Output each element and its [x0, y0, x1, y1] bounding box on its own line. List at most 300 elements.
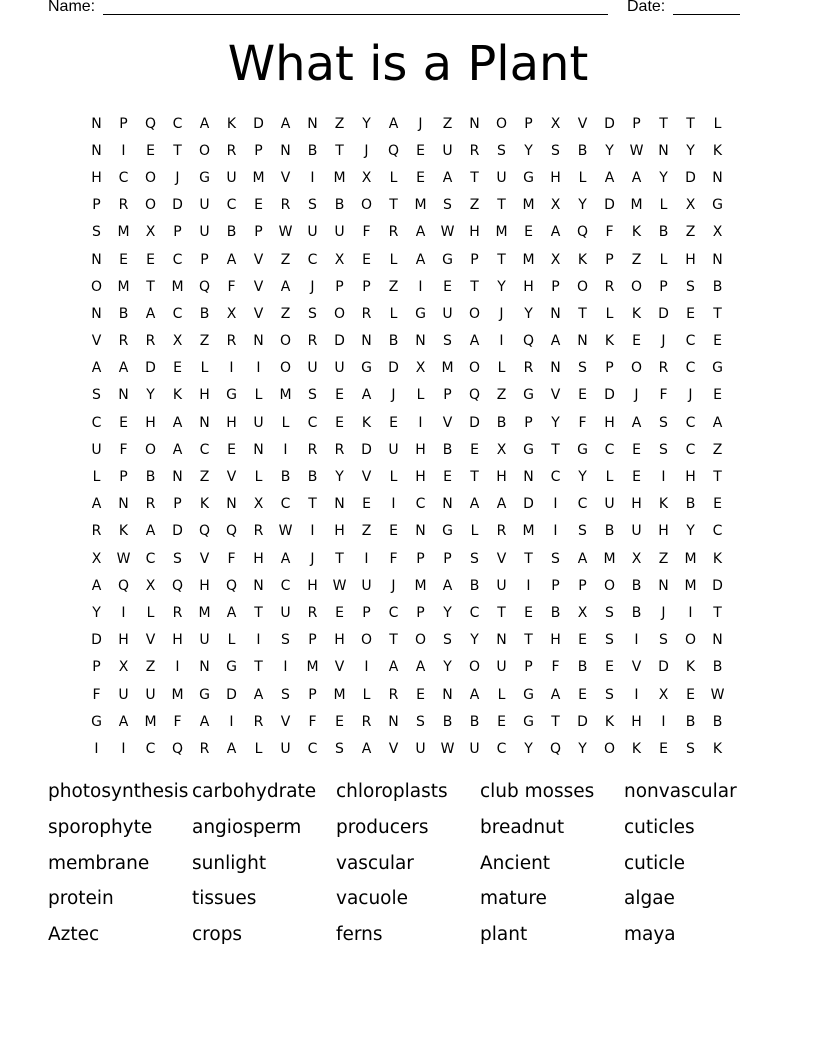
- grid-letter[interactable]: P: [92, 197, 101, 214]
- grid-letter[interactable]: U: [469, 740, 480, 757]
- grid-letter[interactable]: C: [199, 441, 210, 458]
- grid-letter[interactable]: A: [469, 496, 480, 513]
- grid-letter[interactable]: C: [685, 333, 696, 350]
- grid-letter[interactable]: S: [686, 740, 695, 757]
- grid-letter[interactable]: N: [388, 713, 399, 730]
- grid-letter[interactable]: N: [415, 523, 426, 540]
- grid-letter[interactable]: C: [712, 523, 723, 540]
- grid-letter[interactable]: M: [441, 360, 454, 377]
- grid-letter[interactable]: O: [603, 740, 616, 757]
- grid-letter[interactable]: D: [145, 360, 156, 377]
- grid-letter[interactable]: Y: [578, 740, 587, 757]
- grid-letter[interactable]: B: [577, 659, 588, 676]
- grid-letter[interactable]: C: [118, 169, 129, 186]
- grid-letter[interactable]: F: [659, 387, 668, 404]
- grid-letter[interactable]: L: [389, 305, 398, 322]
- grid-letter[interactable]: R: [388, 686, 399, 703]
- grid-letter[interactable]: I: [364, 550, 369, 567]
- grid-letter[interactable]: H: [199, 387, 210, 404]
- grid-letter[interactable]: G: [361, 360, 372, 377]
- grid-letter[interactable]: E: [686, 686, 695, 703]
- grid-letter[interactable]: A: [91, 577, 102, 594]
- grid-letter[interactable]: U: [388, 441, 399, 458]
- grid-letter[interactable]: N: [550, 360, 561, 377]
- grid-letter[interactable]: Y: [524, 142, 533, 159]
- grid-letter[interactable]: M: [522, 523, 535, 540]
- grid-letter[interactable]: Z: [199, 333, 210, 350]
- grid-letter[interactable]: I: [553, 496, 558, 513]
- grid-letter[interactable]: S: [443, 333, 452, 350]
- grid-letter[interactable]: P: [119, 469, 128, 486]
- grid-letter[interactable]: O: [603, 577, 616, 594]
- grid-letter[interactable]: I: [418, 414, 423, 431]
- grid-letter[interactable]: Y: [578, 469, 587, 486]
- grid-letter[interactable]: R: [280, 197, 291, 214]
- grid-letter[interactable]: H: [199, 577, 210, 594]
- grid-letter[interactable]: B: [226, 224, 237, 241]
- grid-letter[interactable]: X: [550, 251, 561, 268]
- grid-letter[interactable]: E: [254, 197, 263, 214]
- grid-letter[interactable]: K: [658, 496, 669, 513]
- grid-letter[interactable]: J: [364, 142, 369, 159]
- grid-letter[interactable]: N: [658, 142, 669, 159]
- grid-letter[interactable]: D: [469, 414, 480, 431]
- grid-letter[interactable]: N: [118, 496, 129, 513]
- grid-letter[interactable]: E: [227, 441, 236, 458]
- grid-letter[interactable]: R: [361, 713, 372, 730]
- grid-letter[interactable]: A: [226, 251, 237, 268]
- grid-letter[interactable]: I: [310, 523, 315, 540]
- grid-letter[interactable]: P: [578, 577, 587, 594]
- grid-letter[interactable]: C: [469, 604, 480, 621]
- grid-letter[interactable]: E: [443, 469, 452, 486]
- grid-letter[interactable]: I: [364, 659, 369, 676]
- grid-letter[interactable]: X: [118, 659, 129, 676]
- grid-letter[interactable]: B: [685, 496, 696, 513]
- grid-letter[interactable]: R: [361, 305, 372, 322]
- grid-letter[interactable]: Q: [522, 333, 535, 350]
- grid-letter[interactable]: D: [685, 169, 696, 186]
- grid-letter[interactable]: K: [361, 414, 372, 431]
- grid-letter[interactable]: A: [469, 333, 480, 350]
- grid-letter[interactable]: X: [226, 305, 237, 322]
- grid-letter[interactable]: V: [253, 305, 264, 322]
- grid-letter[interactable]: M: [684, 550, 697, 567]
- grid-letter[interactable]: J: [391, 577, 396, 594]
- grid-letter[interactable]: J: [310, 550, 315, 567]
- grid-letter[interactable]: S: [659, 441, 668, 458]
- grid-letter[interactable]: Y: [686, 142, 695, 159]
- grid-letter[interactable]: O: [144, 197, 157, 214]
- grid-letter[interactable]: Y: [443, 659, 452, 676]
- grid-letter[interactable]: E: [362, 496, 371, 513]
- grid-letter[interactable]: Q: [225, 577, 238, 594]
- grid-letter[interactable]: M: [144, 713, 157, 730]
- grid-letter[interactable]: T: [470, 469, 479, 486]
- grid-letter[interactable]: P: [470, 251, 479, 268]
- grid-letter[interactable]: E: [713, 496, 722, 513]
- grid-letter[interactable]: J: [175, 169, 180, 186]
- grid-letter[interactable]: C: [604, 441, 615, 458]
- grid-letter[interactable]: I: [661, 713, 666, 730]
- grid-letter[interactable]: I: [121, 142, 126, 159]
- grid-letter[interactable]: Z: [280, 305, 291, 322]
- grid-letter[interactable]: E: [686, 305, 695, 322]
- grid-letter[interactable]: K: [712, 740, 723, 757]
- grid-letter[interactable]: Z: [334, 115, 345, 132]
- grid-letter[interactable]: B: [442, 441, 453, 458]
- grid-letter[interactable]: E: [416, 169, 425, 186]
- grid-letter[interactable]: U: [253, 414, 264, 431]
- grid-letter[interactable]: G: [226, 387, 237, 404]
- grid-letter[interactable]: E: [119, 414, 128, 431]
- grid-letter[interactable]: Y: [497, 278, 506, 295]
- grid-letter[interactable]: Y: [146, 387, 155, 404]
- grid-letter[interactable]: N: [415, 333, 426, 350]
- grid-letter[interactable]: A: [550, 224, 561, 241]
- grid-letter[interactable]: H: [172, 632, 183, 649]
- grid-letter[interactable]: E: [416, 686, 425, 703]
- grid-letter[interactable]: T: [524, 632, 533, 649]
- grid-letter[interactable]: A: [118, 713, 129, 730]
- grid-letter[interactable]: C: [307, 251, 318, 268]
- grid-letter[interactable]: S: [605, 686, 614, 703]
- grid-letter[interactable]: D: [604, 387, 615, 404]
- grid-letter[interactable]: S: [578, 360, 587, 377]
- grid-letter[interactable]: L: [497, 686, 506, 703]
- grid-letter[interactable]: A: [604, 169, 615, 186]
- grid-letter[interactable]: R: [496, 523, 507, 540]
- grid-letter[interactable]: D: [172, 197, 183, 214]
- grid-letter[interactable]: B: [631, 577, 642, 594]
- grid-letter[interactable]: Z: [496, 387, 507, 404]
- grid-letter[interactable]: I: [634, 686, 639, 703]
- grid-letter[interactable]: K: [631, 740, 642, 757]
- grid-letter[interactable]: U: [496, 169, 507, 186]
- grid-letter[interactable]: V: [577, 115, 588, 132]
- grid-letter[interactable]: E: [389, 523, 398, 540]
- grid-letter[interactable]: Z: [388, 278, 399, 295]
- grid-letter[interactable]: P: [173, 496, 182, 513]
- grid-letter[interactable]: L: [281, 414, 290, 431]
- grid-letter[interactable]: Y: [92, 604, 101, 621]
- grid-letter[interactable]: S: [173, 550, 182, 567]
- grid-letter[interactable]: J: [634, 387, 639, 404]
- grid-letter[interactable]: O: [144, 441, 157, 458]
- grid-letter[interactable]: D: [388, 360, 399, 377]
- grid-letter[interactable]: G: [523, 686, 534, 703]
- grid-letter[interactable]: L: [254, 740, 263, 757]
- grid-letter[interactable]: U: [334, 224, 345, 241]
- grid-letter[interactable]: A: [226, 604, 237, 621]
- grid-letter[interactable]: G: [226, 659, 237, 676]
- grid-letter[interactable]: T: [551, 713, 560, 730]
- grid-letter[interactable]: B: [469, 577, 480, 594]
- grid-letter[interactable]: A: [442, 577, 453, 594]
- grid-letter[interactable]: O: [144, 169, 157, 186]
- grid-letter[interactable]: R: [199, 740, 210, 757]
- grid-letter[interactable]: R: [307, 441, 318, 458]
- grid-letter[interactable]: R: [523, 360, 534, 377]
- grid-letter[interactable]: A: [550, 686, 561, 703]
- grid-letter[interactable]: G: [523, 169, 534, 186]
- grid-letter[interactable]: X: [550, 115, 561, 132]
- grid-letter[interactable]: W: [629, 142, 644, 159]
- grid-letter[interactable]: V: [253, 251, 264, 268]
- grid-letter[interactable]: N: [523, 469, 534, 486]
- grid-letter[interactable]: T: [173, 142, 182, 159]
- grid-letter[interactable]: Z: [145, 659, 156, 676]
- grid-letter[interactable]: E: [524, 604, 533, 621]
- grid-letter[interactable]: T: [146, 278, 155, 295]
- grid-letter[interactable]: V: [334, 659, 345, 676]
- grid-letter[interactable]: X: [496, 441, 507, 458]
- grid-letter[interactable]: G: [712, 197, 723, 214]
- grid-letter[interactable]: V: [253, 278, 264, 295]
- grid-letter[interactable]: P: [308, 632, 317, 649]
- grid-letter[interactable]: S: [308, 305, 317, 322]
- grid-letter[interactable]: P: [92, 659, 101, 676]
- grid-letter[interactable]: D: [712, 577, 723, 594]
- grid-letter[interactable]: Y: [659, 169, 668, 186]
- grid-letter[interactable]: F: [308, 713, 317, 730]
- grid-letter[interactable]: H: [469, 224, 480, 241]
- grid-letter[interactable]: D: [226, 686, 237, 703]
- grid-letter[interactable]: P: [254, 224, 263, 241]
- grid-letter[interactable]: C: [307, 740, 318, 757]
- grid-letter[interactable]: B: [145, 469, 156, 486]
- grid-letter[interactable]: Y: [578, 197, 587, 214]
- grid-letter[interactable]: R: [145, 496, 156, 513]
- grid-letter[interactable]: T: [389, 197, 398, 214]
- grid-letter[interactable]: O: [279, 360, 292, 377]
- grid-letter[interactable]: I: [229, 360, 234, 377]
- grid-letter[interactable]: E: [173, 360, 182, 377]
- grid-letter[interactable]: M: [522, 251, 535, 268]
- grid-letter[interactable]: Q: [468, 387, 481, 404]
- grid-letter[interactable]: S: [686, 278, 695, 295]
- grid-letter[interactable]: X: [712, 224, 723, 241]
- grid-letter[interactable]: T: [524, 550, 533, 567]
- grid-letter[interactable]: P: [443, 387, 452, 404]
- grid-letter[interactable]: P: [200, 251, 209, 268]
- grid-letter[interactable]: I: [121, 740, 126, 757]
- grid-letter[interactable]: Y: [686, 523, 695, 540]
- grid-letter[interactable]: O: [630, 278, 643, 295]
- grid-letter[interactable]: H: [91, 169, 102, 186]
- grid-letter[interactable]: T: [389, 632, 398, 649]
- grid-letter[interactable]: T: [335, 550, 344, 567]
- grid-letter[interactable]: E: [146, 251, 155, 268]
- grid-letter[interactable]: K: [712, 550, 723, 567]
- grid-letter[interactable]: V: [442, 414, 453, 431]
- grid-letter[interactable]: R: [226, 333, 237, 350]
- grid-letter[interactable]: E: [497, 713, 506, 730]
- grid-letter[interactable]: N: [91, 115, 102, 132]
- grid-letter[interactable]: E: [146, 142, 155, 159]
- grid-letter[interactable]: V: [388, 740, 399, 757]
- grid-letter[interactable]: A: [280, 115, 291, 132]
- grid-letter[interactable]: P: [443, 550, 452, 567]
- grid-letter[interactable]: X: [253, 496, 264, 513]
- grid-letter[interactable]: E: [416, 142, 425, 159]
- grid-letter[interactable]: Q: [117, 577, 130, 594]
- grid-letter[interactable]: P: [605, 360, 614, 377]
- grid-letter[interactable]: P: [416, 604, 425, 621]
- grid-letter[interactable]: V: [199, 550, 210, 567]
- grid-letter[interactable]: T: [686, 115, 695, 132]
- grid-letter[interactable]: M: [414, 577, 427, 594]
- grid-letter[interactable]: J: [661, 604, 666, 621]
- grid-letter[interactable]: H: [550, 632, 561, 649]
- grid-letter[interactable]: L: [659, 197, 668, 214]
- grid-letter[interactable]: P: [524, 659, 533, 676]
- grid-letter[interactable]: C: [280, 496, 291, 513]
- grid-letter[interactable]: B: [280, 469, 291, 486]
- grid-letter[interactable]: U: [361, 577, 372, 594]
- grid-letter[interactable]: K: [172, 387, 183, 404]
- grid-letter[interactable]: S: [470, 550, 479, 567]
- grid-letter[interactable]: K: [712, 142, 723, 159]
- grid-letter[interactable]: N: [442, 496, 453, 513]
- grid-letter[interactable]: C: [415, 496, 426, 513]
- grid-letter[interactable]: Y: [335, 469, 344, 486]
- grid-letter[interactable]: P: [632, 115, 641, 132]
- grid-letter[interactable]: V: [631, 659, 642, 676]
- grid-letter[interactable]: P: [119, 115, 128, 132]
- grid-letter[interactable]: Q: [225, 523, 238, 540]
- grid-letter[interactable]: N: [334, 496, 345, 513]
- grid-letter[interactable]: O: [684, 632, 697, 649]
- grid-letter[interactable]: X: [145, 577, 156, 594]
- grid-letter[interactable]: K: [604, 333, 615, 350]
- grid-letter[interactable]: F: [173, 713, 182, 730]
- grid-letter[interactable]: X: [631, 550, 642, 567]
- grid-letter[interactable]: N: [712, 251, 723, 268]
- grid-letter[interactable]: Z: [658, 550, 669, 567]
- grid-letter[interactable]: A: [631, 169, 642, 186]
- grid-letter[interactable]: G: [415, 305, 426, 322]
- grid-letter[interactable]: M: [279, 387, 292, 404]
- grid-letter[interactable]: G: [523, 387, 534, 404]
- grid-letter[interactable]: B: [685, 713, 696, 730]
- grid-letter[interactable]: G: [442, 523, 453, 540]
- grid-letter[interactable]: U: [199, 224, 210, 241]
- grid-letter[interactable]: C: [550, 469, 561, 486]
- grid-letter[interactable]: M: [630, 197, 643, 214]
- grid-letter[interactable]: E: [389, 414, 398, 431]
- grid-letter[interactable]: X: [577, 604, 588, 621]
- grid-letter[interactable]: T: [578, 305, 587, 322]
- grid-letter[interactable]: F: [389, 550, 398, 567]
- grid-letter[interactable]: S: [443, 632, 452, 649]
- grid-letter[interactable]: A: [361, 740, 372, 757]
- grid-letter[interactable]: K: [118, 523, 129, 540]
- grid-letter[interactable]: D: [658, 305, 669, 322]
- grid-letter[interactable]: N: [172, 469, 183, 486]
- grid-letter[interactable]: D: [361, 441, 372, 458]
- grid-letter[interactable]: W: [116, 550, 131, 567]
- grid-letter[interactable]: D: [658, 659, 669, 676]
- grid-letter[interactable]: I: [283, 441, 288, 458]
- grid-letter[interactable]: O: [90, 278, 103, 295]
- grid-letter[interactable]: A: [631, 414, 642, 431]
- grid-letter[interactable]: T: [254, 659, 263, 676]
- grid-letter[interactable]: T: [713, 305, 722, 322]
- grid-letter[interactable]: A: [469, 686, 480, 703]
- grid-letter[interactable]: V: [91, 333, 102, 350]
- grid-letter[interactable]: Y: [524, 305, 533, 322]
- grid-letter[interactable]: A: [388, 659, 399, 676]
- grid-letter[interactable]: H: [334, 523, 345, 540]
- grid-letter[interactable]: L: [254, 469, 263, 486]
- grid-letter[interactable]: L: [389, 469, 398, 486]
- grid-letter[interactable]: R: [226, 142, 237, 159]
- grid-letter[interactable]: M: [117, 224, 130, 241]
- grid-letter[interactable]: C: [577, 496, 588, 513]
- grid-letter[interactable]: M: [171, 278, 184, 295]
- grid-letter[interactable]: C: [685, 414, 696, 431]
- grid-letter[interactable]: N: [712, 632, 723, 649]
- grid-letter[interactable]: N: [550, 305, 561, 322]
- grid-letter[interactable]: S: [578, 523, 587, 540]
- grid-letter[interactable]: M: [333, 686, 346, 703]
- grid-letter[interactable]: B: [496, 414, 507, 431]
- grid-letter[interactable]: N: [577, 333, 588, 350]
- grid-letter[interactable]: H: [496, 469, 507, 486]
- grid-letter[interactable]: A: [280, 550, 291, 567]
- grid-letter[interactable]: I: [391, 496, 396, 513]
- grid-letter[interactable]: I: [256, 360, 261, 377]
- grid-letter[interactable]: L: [659, 251, 668, 268]
- grid-letter[interactable]: A: [415, 224, 426, 241]
- grid-letter[interactable]: S: [281, 686, 290, 703]
- grid-letter[interactable]: A: [118, 360, 129, 377]
- grid-letter[interactable]: H: [334, 632, 345, 649]
- grid-letter[interactable]: A: [253, 686, 264, 703]
- grid-letter[interactable]: S: [551, 550, 560, 567]
- grid-letter[interactable]: O: [279, 333, 292, 350]
- grid-letter[interactable]: X: [550, 197, 561, 214]
- grid-letter[interactable]: F: [578, 414, 587, 431]
- grid-letter[interactable]: R: [388, 224, 399, 241]
- grid-letter[interactable]: W: [440, 740, 455, 757]
- grid-letter[interactable]: E: [632, 333, 641, 350]
- grid-letter[interactable]: C: [685, 360, 696, 377]
- grid-letter[interactable]: R: [253, 523, 264, 540]
- grid-letter[interactable]: W: [332, 577, 347, 594]
- grid-letter[interactable]: Z: [712, 441, 723, 458]
- grid-letter[interactable]: B: [469, 713, 480, 730]
- grid-letter[interactable]: B: [577, 142, 588, 159]
- grid-letter[interactable]: S: [497, 142, 506, 159]
- grid-letter[interactable]: L: [470, 523, 479, 540]
- grid-letter[interactable]: N: [307, 115, 318, 132]
- grid-letter[interactable]: V: [226, 469, 237, 486]
- grid-letter[interactable]: X: [361, 169, 372, 186]
- grid-letter[interactable]: K: [631, 224, 642, 241]
- grid-letter[interactable]: G: [523, 441, 534, 458]
- grid-letter[interactable]: A: [199, 713, 210, 730]
- grid-letter[interactable]: P: [551, 577, 560, 594]
- grid-letter[interactable]: S: [443, 197, 452, 214]
- grid-letter[interactable]: U: [226, 169, 237, 186]
- grid-letter[interactable]: O: [468, 305, 481, 322]
- grid-letter[interactable]: M: [252, 169, 265, 186]
- grid-letter[interactable]: E: [524, 224, 533, 241]
- grid-letter[interactable]: B: [604, 523, 615, 540]
- grid-letter[interactable]: Y: [605, 142, 614, 159]
